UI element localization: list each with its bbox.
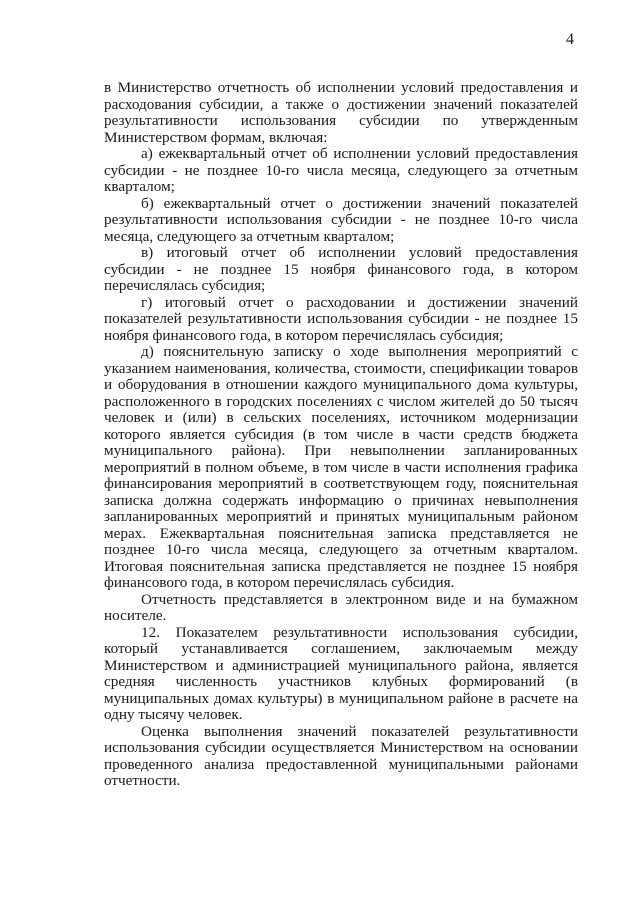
paragraph-item-a: а) ежеквартальный отчет об исполнении условий предоставления субсидии - не позднее 10-го числа месяца, следующего за отчетным кварталом; bbox=[104, 145, 578, 195]
page-number: 4 bbox=[566, 31, 574, 48]
paragraph-evaluation: Оценка выполнения значений показателей результативности использования субсидии осуществляется Министерством на основании проведенного анализа предоставленной муниципальными районами отчетности. bbox=[104, 722, 578, 789]
paragraph-item-g: г) итоговый отчет о расходовании и достижении значений показателей результативности использования субсидии - не позднее 15 ноября финансового года, в котором перечислялась субсидия; bbox=[104, 293, 578, 344]
paragraph-section-12: 12. Показателем результативности использования субсидии, который устанавливается соглашением, заключаемым между Министерством и администрацией муниципального района, является средняя численность участников клубных формирований (в муниципальных домах культуры) в муниципальном районе в расчете на одну тысячу человек. bbox=[104, 623, 578, 723]
document-body bbox=[104, 80, 578, 790]
paragraph-intro-continuation: в Министерство отчетность об исполнении условий предоставления и расходования субсидии, а также о достижении значений показателей результативности использования субсидии по утвержденным Министерством формам, включая: bbox=[104, 79, 578, 146]
paragraph-item-v: в) итоговый отчет об исполнении условий предоставления субсидии - не позднее 15 ноября финансового года, в котором перечислялась субсидия; bbox=[104, 244, 578, 294]
paragraph-item-d: д) пояснительную записку о ходе выполнения мероприятий с указанием наименования, количества, стоимости, спецификации товаров и оборудования в отношении каждого муниципального дома культуры, расположенного в городских поселениях с числом жителей до 50 тысяч человек и (или) в сельских поселениях, источником модернизации которого является субсидия (в том числе в части средств бюджета муниципального района). При невыполнении запланированных мероприятий в полном объеме, в том числе в части исполнения графика финансирования мероприятий в соответствующем году, пояснительная записка должна содержать информацию о причинах невыполнения запланированных мероприятий и принятых муниципальным районом мерах. Ежеквартальная пояснительная записка представляется не позднее 10-го числа месяца, следующего за отчетным кварталом. Итоговая пояснительная записка представляется не позднее 15 ноября финансового года, в котором перечислялась субсидия. bbox=[104, 343, 578, 591]
paragraph-item-b: б) ежеквартальный отчет о достижении значений показателей результативности использования субсидии - не позднее 10-го числа месяца, следующего за отчетным кварталом; bbox=[104, 194, 578, 245]
paragraph-reporting-format: Отчетность представляется в электронном виде и на бумажном носителе. bbox=[104, 590, 578, 624]
